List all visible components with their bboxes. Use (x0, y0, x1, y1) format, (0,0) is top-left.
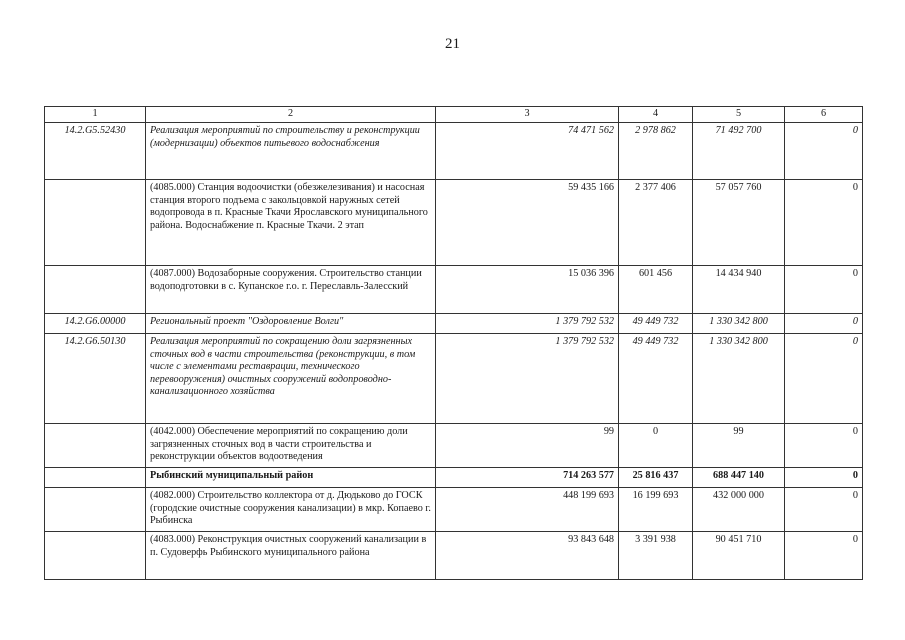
row-regional-value: 3 391 938 (619, 532, 693, 580)
row-regional-value: 49 449 732 (619, 334, 693, 424)
table-row (45, 314, 863, 334)
row-code: 14.2.G6.50130 (45, 334, 146, 424)
row-regional-value: 2 377 406 (619, 180, 693, 266)
row-other-value: 0 (785, 314, 863, 334)
row-other-value: 0 (785, 424, 863, 468)
row-federal-value: 688 447 140 (693, 468, 785, 488)
row-name: (4082.000) Строительство коллектора от д. Дюдьково до ГОСК (городские очистные сооружения канализации) в мкр. Копаево г. Рыбинска (146, 488, 436, 532)
row-code (45, 532, 146, 580)
row-federal-value: 71 492 700 (693, 123, 785, 180)
row-name: Реализация мероприятий по строительству и реконструкции (модернизации) объектов питьевого водоснабжения (146, 123, 436, 180)
column-header: 3 (436, 107, 619, 123)
row-total-value: 1 379 792 532 (436, 334, 619, 424)
row-federal-value: 1 330 342 800 (693, 334, 785, 424)
row-code (45, 266, 146, 314)
row-federal-value: 1 330 342 800 (693, 314, 785, 334)
column-header: 5 (693, 107, 785, 123)
page-number: 21 (445, 36, 460, 52)
row-code: 14.2.G6.00000 (45, 314, 146, 334)
column-header: 2 (146, 107, 436, 123)
row-regional-value: 601 456 (619, 266, 693, 314)
row-total-value: 448 199 693 (436, 488, 619, 532)
row-name: Рыбинский муниципальный район (146, 468, 436, 488)
table-row (45, 123, 863, 180)
row-code (45, 424, 146, 468)
row-other-value: 0 (785, 266, 863, 314)
row-federal-value: 57 057 760 (693, 180, 785, 266)
row-total-value: 1 379 792 532 (436, 314, 619, 334)
row-federal-value: 90 451 710 (693, 532, 785, 580)
row-regional-value: 0 (619, 424, 693, 468)
row-total-value: 15 036 396 (436, 266, 619, 314)
column-header: 1 (45, 107, 146, 123)
row-name: (4042.000) Обеспечение мероприятий по сокращению доли загрязненных сточных вод в части строительства и реконструкции объектов водоотведения (146, 424, 436, 468)
row-federal-value: 99 (693, 424, 785, 468)
row-name: Региональный проект "Оздоровление Волги" (146, 314, 436, 334)
row-total-value: 74 471 562 (436, 123, 619, 180)
row-federal-value: 432 000 000 (693, 488, 785, 532)
table-row (45, 424, 863, 468)
row-name: (4085.000) Станция водоочистки (обезжелезивания) и насосная станция второго подъема с закольцовкой наружных сетей водопровода в п. Красные Ткачи Ярославского муниципального района. Водоснабжение п. Красные Ткачи. 2 этап (146, 180, 436, 266)
row-name: (4083.000) Реконструкция очистных сооружений канализации в п. Судоверфь Рыбинского муниципального района (146, 532, 436, 580)
row-code: 14.2.G5.52430 (45, 123, 146, 180)
row-name: (4087.000) Водозаборные сооружения. Строительство станции водоподготовки в с. Купанское г.о. г. Переславль-Залесский (146, 266, 436, 314)
table-row (45, 488, 863, 532)
row-total-value: 99 (436, 424, 619, 468)
row-other-value: 0 (785, 532, 863, 580)
table-row (45, 180, 863, 266)
column-header: 6 (785, 107, 863, 123)
table-header-row (45, 107, 863, 123)
row-federal-value: 14 434 940 (693, 266, 785, 314)
row-regional-value: 16 199 693 (619, 488, 693, 532)
row-total-value: 714 263 577 (436, 468, 619, 488)
row-regional-value: 25 816 437 (619, 468, 693, 488)
row-name: Реализация мероприятий по сокращению доли загрязненных сточных вод в части строительства (реконструкции, в том числе с элементами реставрации, технического перевооружения) очистных сооружений водопроводно-канализационного хозяйства (146, 334, 436, 424)
table-row (45, 334, 863, 424)
row-total-value: 59 435 166 (436, 180, 619, 266)
row-other-value: 0 (785, 123, 863, 180)
table-row (45, 266, 863, 314)
row-code (45, 488, 146, 532)
row-regional-value: 2 978 862 (619, 123, 693, 180)
column-header: 4 (619, 107, 693, 123)
row-regional-value: 49 449 732 (619, 314, 693, 334)
row-code (45, 468, 146, 488)
budget-table (44, 106, 863, 580)
table-row (45, 532, 863, 580)
row-other-value: 0 (785, 334, 863, 424)
row-other-value: 0 (785, 468, 863, 488)
table-row (45, 468, 863, 488)
row-total-value: 93 843 648 (436, 532, 619, 580)
row-other-value: 0 (785, 488, 863, 532)
row-code (45, 180, 146, 266)
row-other-value: 0 (785, 180, 863, 266)
